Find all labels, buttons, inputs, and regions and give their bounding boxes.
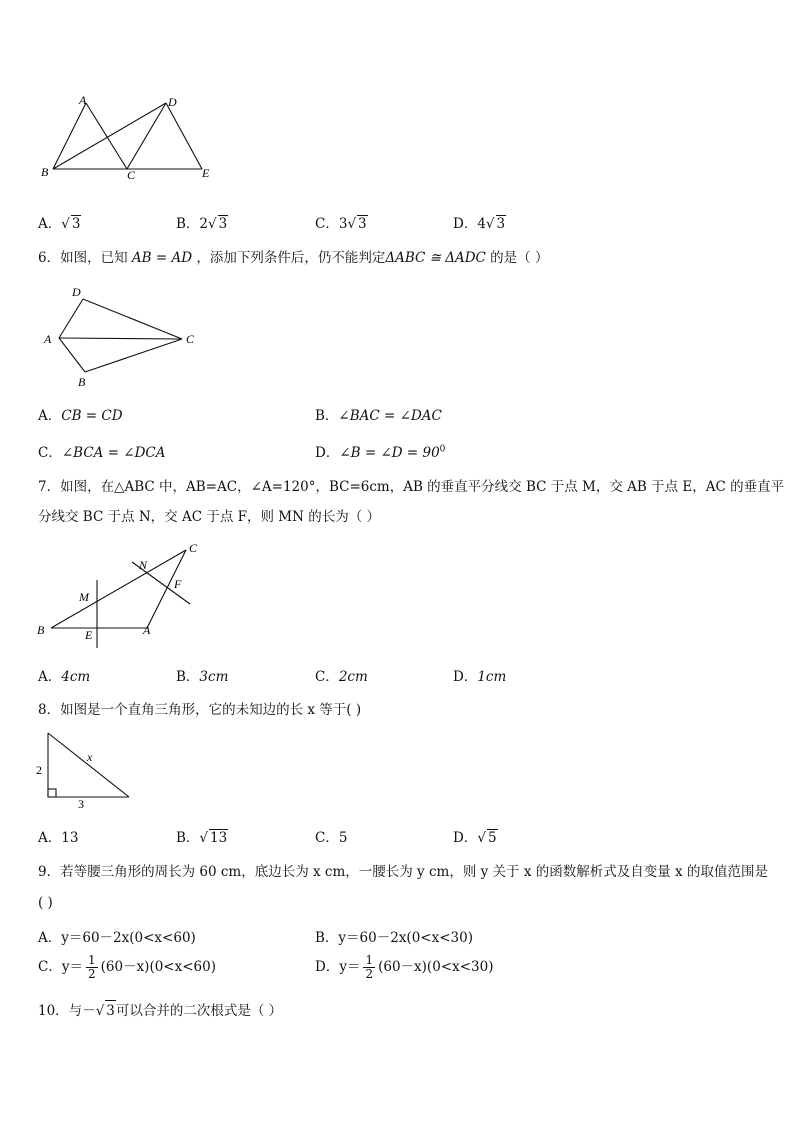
- q7-option-c[interactable]: C．2cm: [315, 669, 368, 685]
- sqrt-sign: √ 3: [96, 1000, 116, 1021]
- q7-stem-line1: 7．如图，在△ABC 中，AB=AC，∠A=120°，BC=6cm，AB 的垂直平分线交 BC 于点 M，交 AB 于点 E，AC 的垂直平: [38, 479, 785, 495]
- fraction: $\frac{1}{2}$: [87, 953, 96, 981]
- q9-option-d[interactable]: D．y＝ $\frac{1}{2}$ (60－x)(0<x<30): [315, 953, 494, 981]
- q8-option-c[interactable]: C．5: [315, 830, 348, 846]
- q6-figure: [40, 282, 210, 392]
- label-A: A: [143, 623, 151, 637]
- q7-option-b[interactable]: B．3cm: [176, 669, 229, 685]
- sqrt-sign: √ 3: [61, 216, 81, 232]
- q5-option-d[interactable]: D．4√ 3: [453, 216, 506, 232]
- label-E: E: [202, 166, 210, 180]
- q5-option-b[interactable]: B．2√ 3: [176, 216, 228, 232]
- label-side-left: 2: [36, 763, 42, 777]
- label-C: C: [127, 168, 136, 182]
- q9-option-b[interactable]: B．y＝60－2x(0<x<30): [315, 930, 473, 946]
- label-A: A: [79, 93, 87, 107]
- q8-option-b[interactable]: B．√ 13: [176, 830, 228, 846]
- q6-option-c[interactable]: C．∠BCA = ∠DCA: [38, 445, 166, 461]
- label-B: B: [37, 623, 45, 637]
- fraction: $\frac{1}{2}$: [365, 953, 374, 981]
- q7-figure: [34, 538, 214, 653]
- label-E: E: [85, 628, 93, 642]
- q6-option-a[interactable]: A．CB = CD: [38, 408, 123, 424]
- q8-figure: [34, 728, 144, 810]
- q5-figure: [38, 92, 228, 184]
- q7-option-d[interactable]: D．1cm: [453, 669, 507, 685]
- q5-option-c[interactable]: C．3√ 3: [315, 216, 367, 232]
- q5-option-a[interactable]: A．√ 3: [38, 216, 81, 232]
- label-M: M: [79, 590, 89, 604]
- label-B: B: [41, 165, 49, 179]
- label-B: B: [78, 375, 86, 389]
- q6-stem: 6．如图，已知 AB = AD ，添加下列条件后，仍不能判定ΔABC ≅ ΔADC 的是（ ）: [38, 250, 549, 266]
- label-D: D: [168, 95, 177, 109]
- label-F: F: [174, 577, 182, 591]
- label-hyp: x: [87, 750, 93, 764]
- sqrt-sign: √ 3: [485, 216, 506, 232]
- q10-stem: 10．与－√ 3可以合并的二次根式是（ ）: [38, 1000, 282, 1021]
- q8-option-d[interactable]: D．√ 5: [453, 830, 497, 846]
- sqrt-sign: √ 5: [477, 830, 497, 846]
- q6-option-d[interactable]: D．∠B = ∠D = $90^0$: [315, 444, 446, 461]
- sqrt-sign: √ 13: [199, 830, 228, 846]
- q7-stem-line2: 分线交 BC 于点 N，交 AC 于点 F，则 MN 的长为（ ）: [38, 509, 381, 525]
- q8-option-a[interactable]: A．13: [38, 830, 79, 846]
- q9-option-a[interactable]: A．y＝60－2x(0<x<60): [38, 930, 196, 946]
- q9-stem-line1: 9．若等腰三角形的周长为 60 cm，底边长为 x cm，一腰长为 y cm，则 y 关于 x 的函数解析式及自变量 x 的取值范围是: [38, 864, 768, 880]
- q8-stem: 8．如图是一个直角三角形，它的未知边的长 x 等于( ): [38, 702, 362, 718]
- q7-option-a[interactable]: A．4cm: [38, 669, 91, 685]
- q9-stem-line2: ( ): [38, 895, 53, 911]
- label-N: N: [139, 558, 148, 572]
- label-C: C: [186, 332, 195, 346]
- label-C: C: [189, 541, 198, 555]
- label-A: A: [44, 332, 52, 346]
- q6-option-b[interactable]: B．∠BAC = ∠DAC: [315, 408, 442, 424]
- sqrt-sign: √ 3: [208, 216, 228, 232]
- label-side-bottom: 3: [78, 797, 84, 810]
- q9-option-c[interactable]: C．y＝ $\frac{1}{2}$ (60－x)(0<x<60): [38, 953, 216, 981]
- label-D: D: [72, 285, 81, 299]
- sqrt-sign: √ 3: [347, 216, 367, 232]
